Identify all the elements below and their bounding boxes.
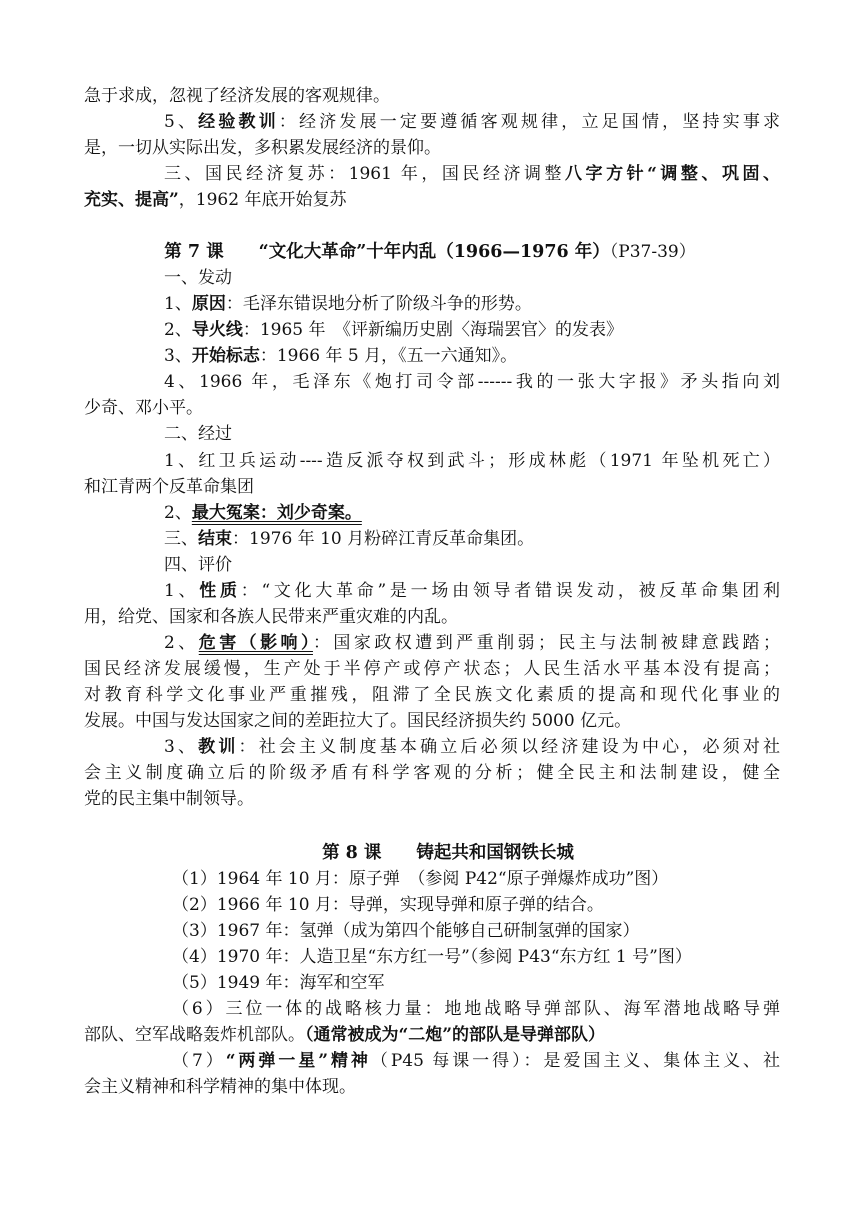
list-item: 1、原因：毛泽东错误地分析了阶级斗争的形势。 [164, 294, 532, 314]
paragraph-line: 对教育科学文化事业严重摧残，阻滞了全民族文化素质的提高和现代化事业的 [84, 685, 780, 705]
paragraph-line: 和江青两个反革命集团 [84, 477, 254, 497]
paragraph-line: 部队、空军战略轰炸机部队。（通常被成为“二炮”的部队是导弹部队） [84, 1025, 606, 1045]
paragraph-line: 急于求成，忽视了经济发展的客观规律。 [84, 86, 390, 106]
paragraph-line: 会主义制度确立后的阶级矛盾有科学客观的分析；健全民主和法制建设，健全 [84, 763, 780, 783]
list-item: 1、性质：“文化大革命”是一场由领导者错误发动，被反革命集团利 [164, 581, 780, 601]
list-item: 2、导火线：1965 年 《评新编历史剧〈海瑞罢官〉的发表》 [164, 320, 623, 340]
list-item: 3、开始标志：1966 年 5 月，《五一六通知》。 [164, 346, 518, 366]
paragraph-line: 少奇、邓小平。 [84, 398, 203, 418]
list-item: 2、危害（影响）：国家政权遭到严重削弱；民主与法制被肆意践踏； [164, 633, 780, 653]
lesson-point-experience: 5、经验教训：经济发展一定要遵循客观规律，立足国情，坚持实事求 [164, 112, 781, 132]
list-item: （3）1967 年：氢弹（成为第四个能够自己研制氢弹的国家） [172, 921, 640, 941]
paragraph-line: 用，给党、国家和各族人民带来严重灾难的内乱。 [84, 607, 458, 627]
list-item: （5）1949 年：海军和空军 [172, 973, 385, 993]
paragraph-line: 发展。中国与发达国家之间的差距拉大了。国民经济损失约 5000 亿元。 [84, 711, 632, 731]
list-item: （4）1970 年：人造卫星“东方红一号”（参阅 P43“东方红 1 号”图） [172, 947, 692, 967]
list-item: （1）1964 年 10 月：原子弹 （参阅 P42“原子弹爆炸成功”图） [172, 869, 669, 889]
lesson-7-heading: 第 7 课 “文化大革命”十年内乱（1966—1976 年）（P37-39） [164, 242, 696, 262]
list-item: 3、教训：社会主义制度基本确立后必须以经济建设为中心，必须对社 [164, 737, 781, 757]
list-item: （2）1966 年 10 月：导弹，实现导弹和原子弹的结合。 [172, 895, 604, 915]
section-heading: 三、结束：1976 年 10 月粉碎江青反革命集团。 [164, 529, 535, 549]
paragraph-line: 充实、提高”，1962 年底开始复苏 [84, 190, 347, 210]
list-item: 1、红卫兵运动----造反派夺权到武斗；形成林彪（1971 年坠机死亡） [164, 451, 780, 471]
list-item: （6）三位一体的战略核力量：地地战略导弹部队、海军潜地战略导弹 [172, 999, 780, 1019]
economy-recovery: 三、国民经济复苏：1961 年，国民经济调整八字方针“调整、巩固、 [164, 164, 781, 184]
list-item: 4、1966 年，毛泽东《炮打司令部------我的一张大字报》矛头指向刘 [164, 372, 780, 392]
section-heading: 一、发动 [164, 268, 232, 288]
section-heading: 二、经过 [164, 424, 232, 444]
lesson-8-heading: 第 8 课 铸起共和国钢铁长城 [322, 843, 574, 863]
list-item: 2、最大冤案：刘少奇案。 [164, 503, 362, 523]
section-heading: 四、评价 [164, 555, 232, 575]
paragraph-line: 国民经济发展缓慢，生产处于半停产或停产状态；人民生活水平基本没有提高； [84, 659, 780, 679]
paragraph-line: 会主义精神和科学精神的集中体现。 [84, 1077, 356, 1097]
paragraph-line: 是，一切从实际出发，多积累发展经济的景仰。 [84, 138, 441, 158]
list-item: （7）“两弹一星”精神（P45 每课一得）：是爱国主义、集体主义、社 [172, 1051, 780, 1071]
paragraph-line: 党的民主集中制领导。 [84, 789, 254, 809]
